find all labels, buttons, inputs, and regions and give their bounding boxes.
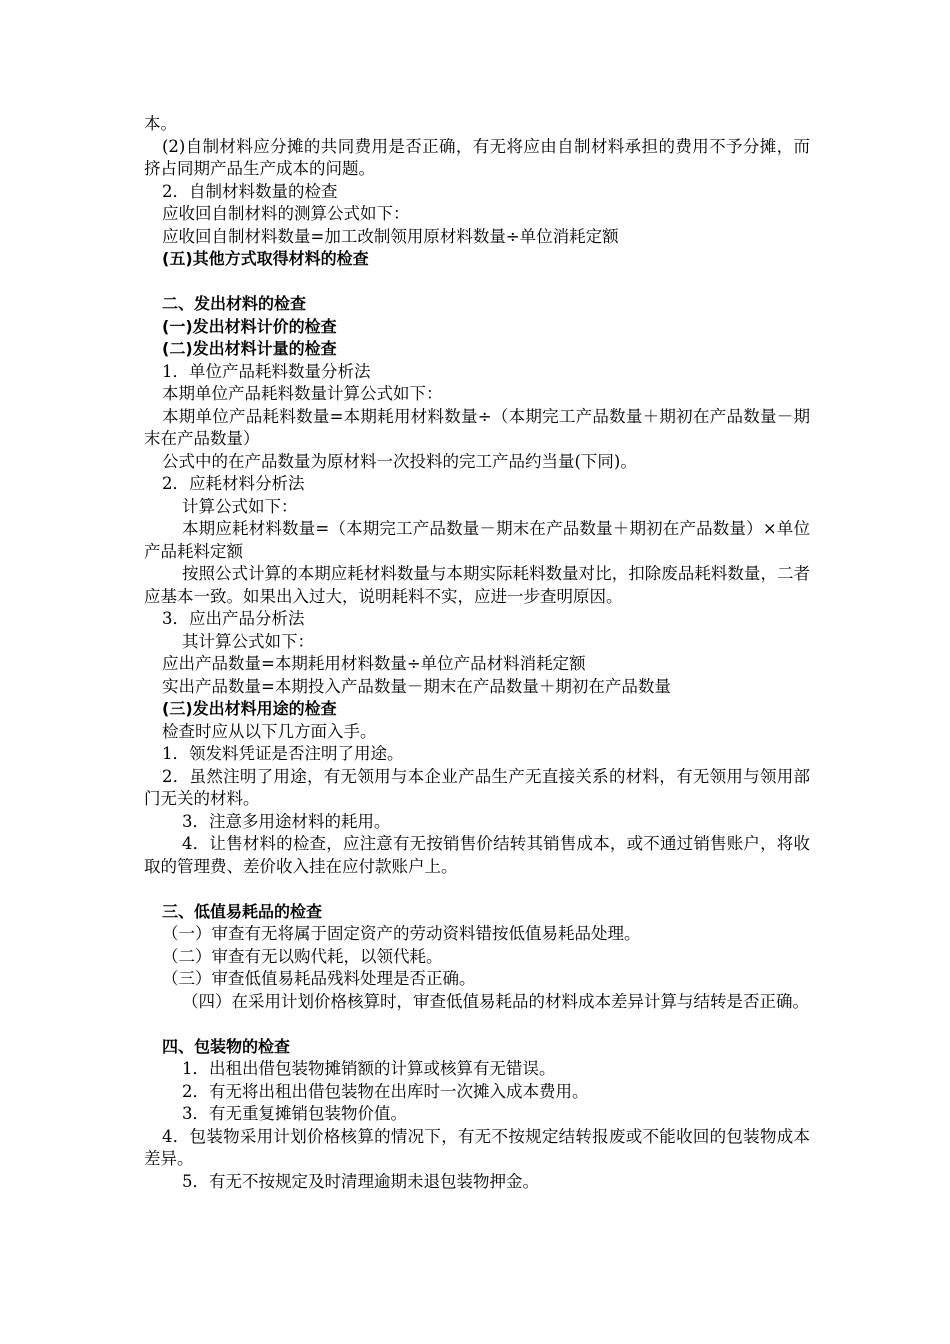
formula-paragraph: 本期应耗材料数量=（本期完工产品数量－期末在产品数量＋期初在产品数量）×单位产品耗料定额	[144, 519, 810, 561]
list-item: （四）在采用计划价格核算时，审查低值易耗品的材料成本差异计算与结转是否正确。	[182, 991, 809, 1011]
formula-line: 应收回自制材料数量=加工改制领用原材料数量÷单位消耗定额	[162, 226, 619, 246]
spacer	[144, 878, 810, 901]
list-item: 5．有无不按规定及时清理逾期未退包装物押金。	[182, 1171, 539, 1191]
subheading: 2．自制材料数量的检查	[162, 181, 338, 201]
paragraph: 按照公式计算的本期应耗材料数量与本期实际耗料数量对比，扣除废品耗料数量，二者应基本一致。如果出入过大，说明耗料不实，应进一步查明原因。	[144, 564, 810, 606]
spacer	[144, 1013, 810, 1036]
formula-paragraph: 本期单位产品耗料数量=本期耗用材料数量÷（本期完工产品数量＋期初在产品数量－期末在产品数量）	[144, 406, 810, 448]
section-heading: 二、发出材料的检查	[162, 294, 307, 313]
text-line: 应收回自制材料的测算公式如下：	[162, 204, 410, 223]
list-item: 2．有无将出租出借包装物在出库时一次摊入成本费用。	[182, 1081, 589, 1101]
section-heading: (二)发出材料计量的检查	[162, 339, 337, 358]
text-line: 本期单位产品耗料数量计算公式如下：	[162, 384, 443, 403]
paragraph: (2)自制材料应分摊的共同费用是否正确，有无将应由自制材料承担的费用不予分摊，而挤占同期产品生产成本的问题。	[144, 136, 810, 178]
list-item: （一）审查有无将属于固定资产的劳动资料错按低值易耗品处理。	[162, 924, 641, 943]
list-item: 4．包装物采用计划价格核算的情况下，有无不按规定结转报废或不能收回的包装物成本差异。	[144, 1126, 810, 1168]
subheading: 1．单位产品耗料数量分析法	[162, 361, 371, 381]
text-line: 检查时应从以下几方面入手。	[162, 721, 377, 741]
list-item: 3．有无重复摊销包装物价值。	[182, 1104, 407, 1123]
section-heading: (五)其他方式取得材料的检查	[162, 249, 369, 268]
text-line: 本。	[144, 114, 177, 133]
list-item: （三）审查低值易耗品残料处理是否正确。	[162, 969, 476, 988]
list-item: 3．注意多用途材料的耗用。	[182, 811, 391, 831]
text-line: 计算公式如下：	[182, 496, 298, 516]
formula-line: 实出产品数量=本期投入产品数量－期末在产品数量＋期初在产品数量	[162, 676, 671, 696]
formula-line: 应出产品数量=本期耗用材料数量÷单位产品材料消耗定额	[162, 654, 586, 673]
list-item: 1．领发料凭证是否注明了用途。	[162, 744, 404, 763]
list-item: 1．出租出借包装物摊销额的计算或核算有无错误。	[182, 1059, 556, 1078]
document-page	[144, 113, 810, 1193]
list-item: 2．虽然注明了用途，有无领用与本企业产品生产无直接关系的材料，有无领用与领用部门无关的材料。	[144, 766, 810, 808]
subheading: 2．应耗材料分析法	[162, 474, 305, 493]
section-heading: 四、包装物的检查	[162, 1036, 291, 1056]
spacer	[144, 271, 810, 294]
list-item: （二）审查有无以购代耗，以领代耗。	[162, 946, 443, 966]
section-heading: (三)发出材料用途的检查	[162, 699, 337, 718]
text-line: 公式中的在产品数量为原材料一次投料的完工产品约当量(下同)。	[162, 451, 637, 471]
section-heading: 三、低值易耗品的检查	[162, 901, 323, 921]
text-line: 其计算公式如下：	[182, 631, 314, 651]
subheading: 3．应出产品分析法	[162, 609, 305, 628]
list-item: 4．让售材料的检查，应注意有无按销售价结转其销售成本，或不通过销售账户，将收取的管理费、差价收入挂在应付款账户上。	[144, 834, 810, 876]
section-heading: (一)发出材料计价的检查	[162, 316, 337, 336]
